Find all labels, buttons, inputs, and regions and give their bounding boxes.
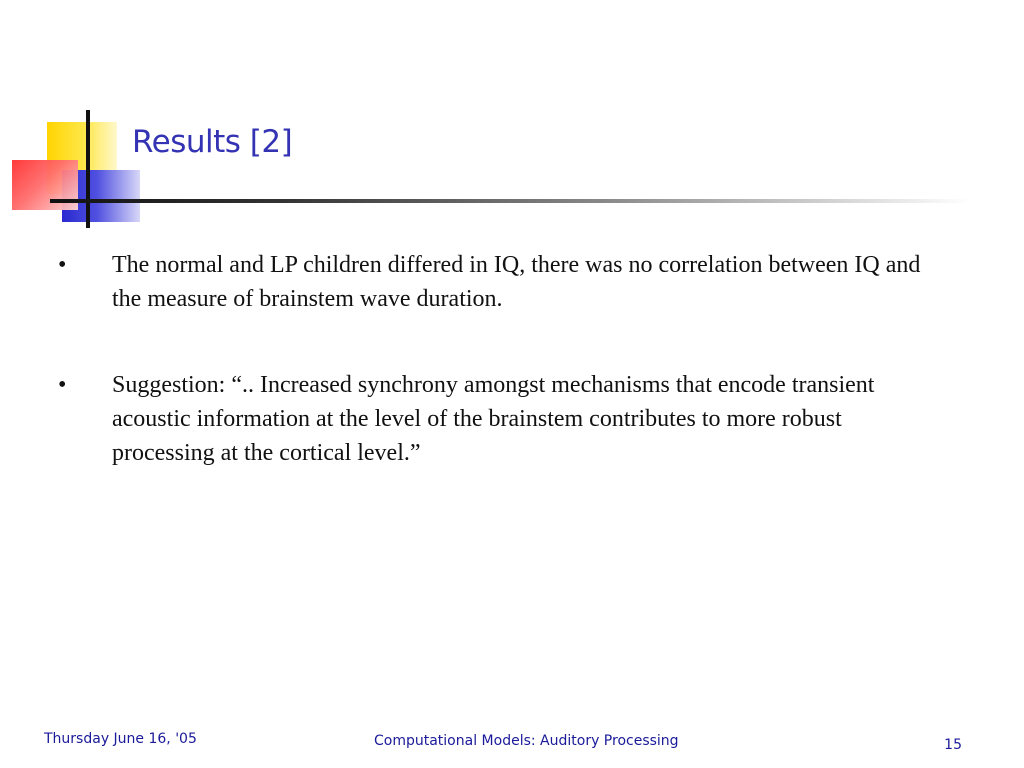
footer-course-title: Computational Models: Auditory Processing bbox=[374, 733, 679, 749]
bullet-text: The normal and LP children differed in IQ, there was no correlation between IQ and the measure of brainstem wave duration. bbox=[112, 252, 921, 312]
bullet-item bbox=[58, 368, 938, 470]
bullet-item bbox=[58, 248, 938, 316]
bullet-marker: • bbox=[58, 252, 67, 278]
title-underline-rule bbox=[50, 199, 970, 203]
vertical-rule bbox=[86, 110, 90, 228]
footer-page-number: 15 bbox=[944, 737, 962, 753]
decorative-logo bbox=[0, 0, 170, 240]
bullet-text: Suggestion: “.. Increased synchrony amongst mechanisms that encode transient acoustic information at the level of the brainstem contributes to more robust processing at the cortical level.” bbox=[112, 372, 875, 466]
bullet-marker: • bbox=[58, 372, 67, 398]
footer-date: Thursday June 16, '05 bbox=[44, 731, 197, 747]
bullet-list bbox=[58, 248, 938, 522]
slide-title: Results [2] bbox=[132, 124, 293, 160]
